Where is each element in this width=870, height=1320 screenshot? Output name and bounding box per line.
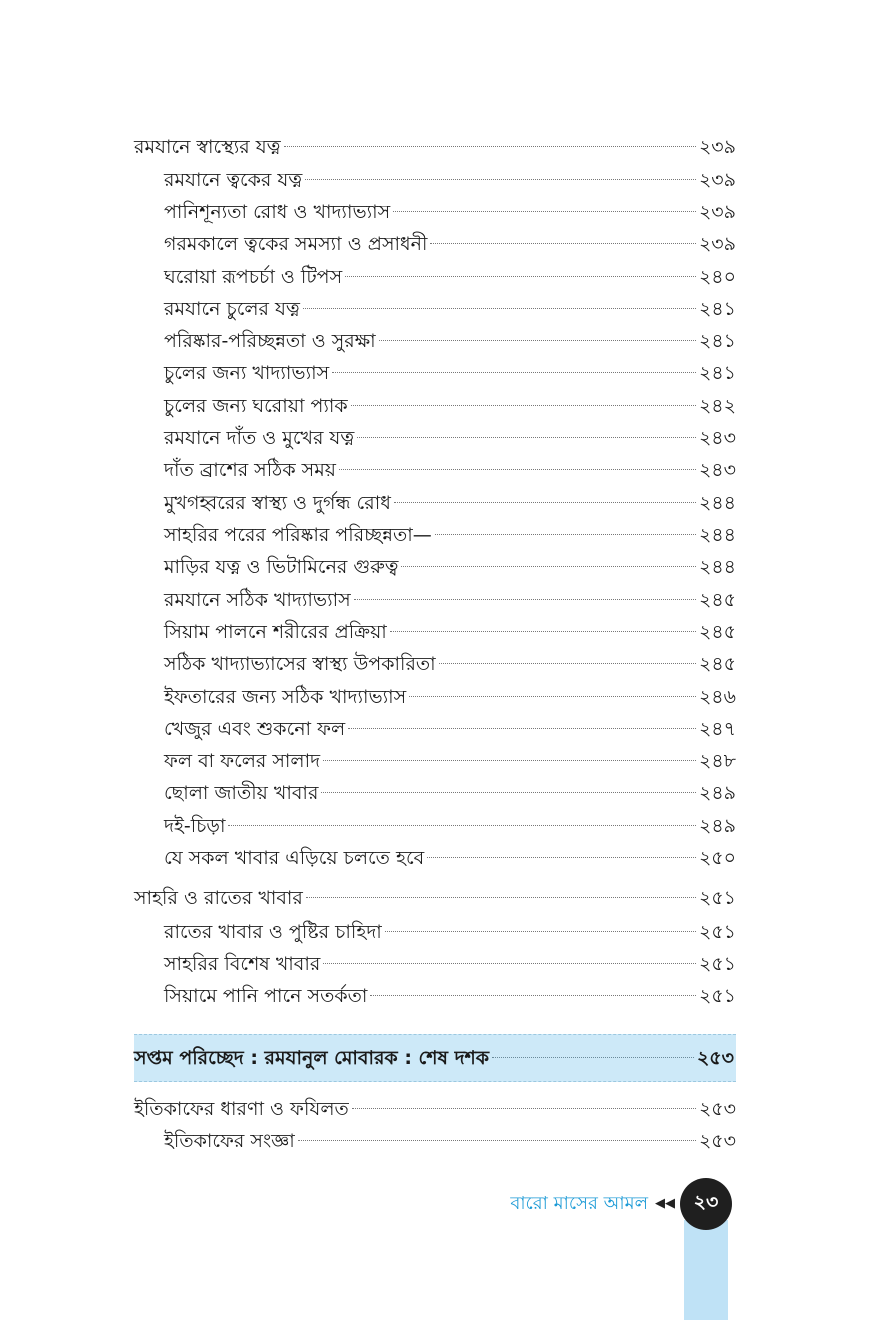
dot-leader bbox=[354, 599, 696, 600]
toc-entry-page: ২৪৬ bbox=[698, 686, 736, 708]
toc-section-heading[interactable] bbox=[134, 883, 736, 913]
toc-entry-label: চুলের জন্য ঘরোয়া প্যাক bbox=[164, 395, 348, 417]
dot-leader bbox=[357, 437, 696, 438]
toc-entry-page: ২৫৩ bbox=[698, 1130, 736, 1152]
dot-leader bbox=[323, 760, 696, 761]
page-number-badge bbox=[680, 1178, 732, 1230]
toc-entry[interactable] bbox=[164, 778, 736, 808]
toc-entry-label: ইতিকাফের সংজ্ঞা bbox=[164, 1130, 295, 1152]
toc-entry-page: ২৪৭ bbox=[698, 718, 736, 740]
toc-entry[interactable] bbox=[164, 229, 736, 259]
toc-entry-label: রাতের খাবার ও পুষ্টির চাহিদা bbox=[164, 921, 382, 943]
dot-leader bbox=[305, 179, 696, 180]
toc-entry-label: সিয়ামে পানি পানে সতর্কতা bbox=[164, 985, 368, 1007]
dot-leader bbox=[348, 728, 696, 729]
toc-entry-label: রমযানে দাঁত ও মুখের যত্ন bbox=[164, 427, 355, 449]
toc-entry-page: ২৪৪ bbox=[698, 556, 736, 578]
toc-entry-page: ২৪৩ bbox=[698, 427, 736, 449]
toc-entry-label: ইফতারের জন্য সঠিক খাদ্যাভ্যাস bbox=[164, 686, 407, 708]
book-title: বারো মাসের আমল bbox=[510, 1193, 648, 1214]
toc-entry-page: ২৪৩ bbox=[698, 459, 736, 481]
toc-entry[interactable] bbox=[164, 520, 736, 550]
toc-entry-page: ২৪১ bbox=[698, 298, 736, 320]
chapter-heading[interactable] bbox=[134, 1043, 734, 1073]
toc-entry-label: সাহরির বিশেষ খাবার bbox=[164, 953, 321, 975]
dot-leader bbox=[323, 963, 696, 964]
dot-leader bbox=[352, 1108, 696, 1109]
toc-entry-page: ২৪৫ bbox=[698, 653, 736, 675]
chapter-page: ২৫৩ bbox=[696, 1047, 734, 1069]
toc-entry-page: ২৪৫ bbox=[698, 589, 736, 611]
toc-entry-page: ২৪৯ bbox=[698, 815, 736, 837]
toc-entry-label: রমযানে সঠিক খাদ্যাভ্যাস bbox=[164, 589, 351, 611]
double-left-arrow-icon: ◀◀ bbox=[655, 1196, 675, 1211]
toc-entry[interactable] bbox=[164, 949, 736, 979]
dot-leader bbox=[298, 1140, 696, 1141]
toc-entry-page: ২৪৯ bbox=[698, 782, 736, 804]
toc-entry[interactable] bbox=[164, 746, 736, 776]
chapter-heading-band bbox=[134, 1034, 736, 1082]
toc-section-heading[interactable] bbox=[134, 1094, 736, 1124]
toc-entry[interactable] bbox=[164, 714, 736, 744]
toc-entry[interactable] bbox=[164, 1126, 736, 1156]
toc-entry[interactable] bbox=[164, 294, 736, 324]
toc-entry-label: সঠিক খাদ্যাভ্যাসের স্বাস্থ্য উপকারিতা bbox=[164, 653, 436, 675]
dot-leader bbox=[303, 308, 696, 309]
toc-entry[interactable] bbox=[164, 165, 736, 195]
dot-leader bbox=[379, 340, 696, 341]
toc-entry-page: ২৪১ bbox=[698, 330, 736, 352]
toc-entry-label: পরিষ্কার-পরিচ্ছন্নতা ও সুরক্ষা bbox=[164, 330, 376, 352]
toc-entry-label: মাড়ির যত্ন ও ভিটামিনের গুরুত্ব bbox=[164, 556, 399, 578]
toc-entry[interactable] bbox=[164, 358, 736, 388]
toc-entry[interactable] bbox=[164, 917, 736, 947]
dot-leader bbox=[345, 276, 696, 277]
toc-entry-label: চুলের জন্য খাদ্যাভ্যাস bbox=[164, 362, 330, 384]
toc-entry-page: ২৫০ bbox=[698, 847, 736, 869]
dot-leader bbox=[339, 469, 696, 470]
toc-entry-label: খেজুর এবং শুকনো ফল bbox=[164, 718, 346, 740]
toc-entry-page: ২৫১ bbox=[698, 953, 736, 975]
toc-entry-label: ঘরোয়া রূপচর্চা ও টিপস bbox=[164, 266, 343, 288]
dot-leader bbox=[390, 631, 696, 632]
toc-entry-label: রমযানে স্বাস্থ্যের যত্ন bbox=[134, 136, 281, 158]
toc-entry-label: ইতিকাফের ধারণা ও ফযিলত bbox=[134, 1098, 349, 1120]
dot-leader bbox=[439, 663, 696, 664]
toc-entry-page: ২৫১ bbox=[698, 985, 736, 1007]
toc-entry-label: সিয়াম পালনে শরীরের প্রক্রিয়া bbox=[164, 621, 387, 643]
toc-section-heading[interactable] bbox=[134, 132, 736, 162]
dot-leader bbox=[409, 696, 696, 697]
dot-leader bbox=[435, 534, 696, 535]
toc-entry-label: যে সকল খাবার এড়িয়ে চলতে হবে bbox=[164, 847, 425, 869]
toc-entry-page: ২৫১ bbox=[698, 921, 736, 943]
chapter-title: সপ্তম পরিচ্ছেদ : রমযানুল মোবারক : শেষ দশক bbox=[134, 1047, 490, 1069]
toc-entry[interactable] bbox=[164, 391, 736, 421]
toc-entry-label: সাহরি ও রাতের খাবার bbox=[134, 887, 303, 909]
dot-leader bbox=[385, 931, 696, 932]
toc-entry[interactable] bbox=[164, 552, 736, 582]
dot-leader bbox=[430, 243, 696, 244]
dot-leader bbox=[401, 566, 696, 567]
toc-entry-page: ২৫৩ bbox=[698, 1098, 736, 1120]
toc-entry[interactable] bbox=[164, 811, 736, 841]
dot-leader bbox=[332, 372, 696, 373]
dot-leader bbox=[393, 211, 696, 212]
toc-entry[interactable] bbox=[164, 197, 736, 227]
dot-leader bbox=[394, 502, 696, 503]
toc-entry-page: ২৪৫ bbox=[698, 621, 736, 643]
toc-entry-label: দাঁত ব্রাশের সঠিক সময় bbox=[164, 459, 336, 481]
toc-entry-label: দই-চিড়া bbox=[164, 815, 226, 837]
toc-entry-page: ২৩৯ bbox=[698, 169, 736, 191]
dot-leader bbox=[228, 825, 696, 826]
toc-entry[interactable] bbox=[164, 262, 736, 292]
toc-entry-label: ফল বা ফলের সালাদ bbox=[164, 750, 321, 772]
dot-leader bbox=[351, 405, 696, 406]
toc-entry-label: মুখগহ্বরের স্বাস্থ্য ও দুর্গন্ধ রোধ bbox=[164, 492, 391, 514]
toc-entry[interactable] bbox=[164, 843, 736, 873]
toc-entry-label: গরমকালে ত্বকের সমস্যা ও প্রসাধনী bbox=[164, 233, 428, 255]
toc-entry[interactable] bbox=[164, 981, 736, 1011]
toc-entry[interactable] bbox=[164, 488, 736, 518]
toc-entry[interactable] bbox=[164, 617, 736, 647]
toc-entry-label: রমযানে চুলের যত্ন bbox=[164, 298, 300, 320]
toc-entry[interactable] bbox=[164, 682, 736, 712]
toc-entry-label: সাহরির পরের পরিষ্কার পরিচ্ছন্নতা— bbox=[164, 524, 432, 546]
toc-entry-page: ২৪৪ bbox=[698, 524, 736, 546]
toc-entry[interactable] bbox=[164, 585, 736, 615]
toc-entry[interactable] bbox=[164, 455, 736, 485]
dot-leader bbox=[370, 995, 696, 996]
toc-entry-page: ২৪৮ bbox=[698, 750, 736, 772]
dot-leader bbox=[284, 146, 696, 147]
toc-entry-page: ২৪৪ bbox=[698, 492, 736, 514]
toc-entry-page: ২৩৯ bbox=[698, 233, 736, 255]
toc-entry-label: পানিশূন্যতা রোধ ও খাদ্যাভ্যাস bbox=[164, 201, 391, 223]
toc-entry-page: ২৪০ bbox=[698, 266, 736, 288]
toc-entry-label: রমযানে ত্বকের যত্ন bbox=[164, 169, 303, 191]
toc-entry[interactable] bbox=[164, 423, 736, 453]
dot-leader bbox=[492, 1057, 694, 1058]
dot-leader bbox=[306, 897, 696, 898]
toc-entry-page: ২৪২ bbox=[698, 395, 736, 417]
toc-entry-label: ছোলা জাতীয় খাবার bbox=[164, 782, 319, 804]
toc-entry-page: ২৪১ bbox=[698, 362, 736, 384]
page-number: ২৩ bbox=[693, 1191, 719, 1213]
dot-leader bbox=[321, 792, 696, 793]
toc-entry-page: ২৩৯ bbox=[698, 136, 736, 158]
toc-entry[interactable] bbox=[164, 326, 736, 356]
dot-leader bbox=[427, 857, 696, 858]
footer-decor-bar bbox=[684, 1220, 728, 1320]
toc-entry-page: ২৫১ bbox=[698, 887, 736, 909]
toc-entry-page: ২৩৯ bbox=[698, 201, 736, 223]
toc-entry[interactable] bbox=[164, 649, 736, 679]
